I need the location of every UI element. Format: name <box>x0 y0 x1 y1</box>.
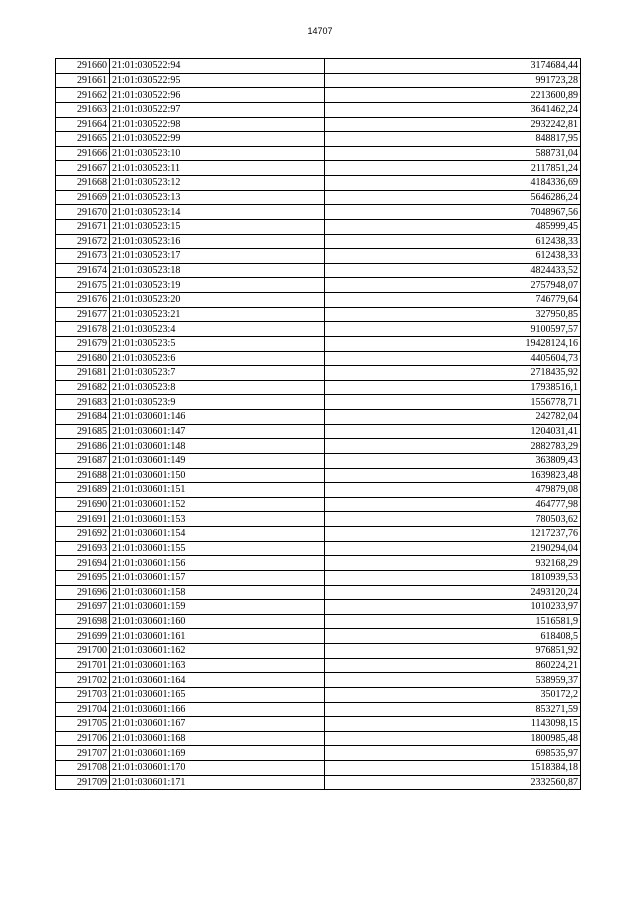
row-number-cell: 291707 <box>56 746 110 761</box>
cadastral-number-cell: 21:01:030601:169 <box>110 746 325 761</box>
cadastral-value-cell: 1800985,48 <box>325 731 581 746</box>
cadastral-value-cell: 485999,45 <box>325 219 581 234</box>
cadastral-number-cell: 21:01:030601:154 <box>110 527 325 542</box>
cadastral-number-cell: 21:01:030523:9 <box>110 395 325 410</box>
cadastral-value-cell: 1217237,76 <box>325 527 581 542</box>
cadastral-value-cell: 242782,04 <box>325 410 581 425</box>
row-number-cell: 291691 <box>56 512 110 527</box>
cadastral-value-cell: 1810939,53 <box>325 570 581 585</box>
table-row <box>56 658 581 673</box>
row-number-cell: 291680 <box>56 351 110 366</box>
cadastral-value-cell: 479879,08 <box>325 483 581 498</box>
row-number-cell: 291687 <box>56 453 110 468</box>
row-number-cell: 291678 <box>56 322 110 337</box>
table-row <box>56 73 581 88</box>
cadastral-value-cell: 698535,97 <box>325 746 581 761</box>
table-row <box>56 205 581 220</box>
row-number-cell: 291703 <box>56 687 110 702</box>
cadastral-number-cell: 21:01:030601:149 <box>110 453 325 468</box>
cadastral-value-cell: 3641462,24 <box>325 102 581 117</box>
cadastral-value-cell: 1518384,18 <box>325 761 581 776</box>
cadastral-value-cell: 612438,33 <box>325 249 581 264</box>
cadastral-number-cell: 21:01:030601:166 <box>110 702 325 717</box>
row-number-cell: 291665 <box>56 132 110 147</box>
table-row <box>56 497 581 512</box>
cadastral-value-cell: 7048967,56 <box>325 205 581 220</box>
cadastral-value-cell: 2190294,04 <box>325 541 581 556</box>
cadastral-number-cell: 21:01:030523:21 <box>110 307 325 322</box>
cadastral-number-cell: 21:01:030522:98 <box>110 117 325 132</box>
row-number-cell: 291672 <box>56 234 110 249</box>
cadastral-value-cell: 17938516,1 <box>325 380 581 395</box>
cadastral-value-cell: 2117851,24 <box>325 161 581 176</box>
row-number-cell: 291671 <box>56 219 110 234</box>
cadastral-number-cell: 21:01:030523:7 <box>110 366 325 381</box>
cadastral-number-cell: 21:01:030601:152 <box>110 497 325 512</box>
row-number-cell: 291674 <box>56 263 110 278</box>
table-row <box>56 102 581 117</box>
row-number-cell: 291664 <box>56 117 110 132</box>
row-number-cell: 291684 <box>56 410 110 425</box>
table-row <box>56 219 581 234</box>
cadastral-value-cell: 538959,37 <box>325 673 581 688</box>
cadastral-value-cell: 363809,43 <box>325 453 581 468</box>
table-row <box>56 614 581 629</box>
row-number-cell: 291701 <box>56 658 110 673</box>
cadastral-number-cell: 21:01:030522:99 <box>110 132 325 147</box>
row-number-cell: 291661 <box>56 73 110 88</box>
table-row <box>56 644 581 659</box>
table-row <box>56 249 581 264</box>
table-row <box>56 366 581 381</box>
cadastral-number-cell: 21:01:030523:15 <box>110 219 325 234</box>
cadastral-number-cell: 21:01:030601:147 <box>110 424 325 439</box>
row-number-cell: 291660 <box>56 59 110 74</box>
row-number-cell: 291681 <box>56 366 110 381</box>
table-row <box>56 629 581 644</box>
table-body <box>56 59 581 790</box>
cadastral-value-cell: 5646286,24 <box>325 190 581 205</box>
row-number-cell: 291694 <box>56 556 110 571</box>
table-row <box>56 512 581 527</box>
row-number-cell: 291699 <box>56 629 110 644</box>
table-row <box>56 673 581 688</box>
cadastral-number-cell: 21:01:030523:14 <box>110 205 325 220</box>
row-number-cell: 291698 <box>56 614 110 629</box>
row-number-cell: 291686 <box>56 439 110 454</box>
cadastral-number-cell: 21:01:030601:168 <box>110 731 325 746</box>
row-number-cell: 291662 <box>56 88 110 103</box>
table-row <box>56 263 581 278</box>
table-row <box>56 541 581 556</box>
table-row <box>56 190 581 205</box>
row-number-cell: 291663 <box>56 102 110 117</box>
table-row <box>56 117 581 132</box>
table-row <box>56 380 581 395</box>
cadastral-number-cell: 21:01:030601:146 <box>110 410 325 425</box>
cadastral-value-cell: 9100597,57 <box>325 322 581 337</box>
cadastral-number-cell: 21:01:030601:171 <box>110 775 325 790</box>
cadastral-value-cell: 2213600,89 <box>325 88 581 103</box>
cadastral-number-cell: 21:01:030601:157 <box>110 570 325 585</box>
cadastral-number-cell: 21:01:030601:148 <box>110 439 325 454</box>
cadastral-number-cell: 21:01:030523:5 <box>110 336 325 351</box>
cadastral-number-cell: 21:01:030523:12 <box>110 176 325 191</box>
table-row <box>56 687 581 702</box>
row-number-cell: 291706 <box>56 731 110 746</box>
cadastral-value-cell: 1516581,9 <box>325 614 581 629</box>
cadastral-value-cell: 2718435,92 <box>325 366 581 381</box>
cadastral-number-cell: 21:01:030523:17 <box>110 249 325 264</box>
table-row <box>56 132 581 147</box>
table-row <box>56 761 581 776</box>
cadastral-number-cell: 21:01:030523:11 <box>110 161 325 176</box>
table-row <box>56 336 581 351</box>
row-number-cell: 291708 <box>56 761 110 776</box>
cadastral-number-cell: 21:01:030523:20 <box>110 293 325 308</box>
cadastral-number-cell: 21:01:030601:159 <box>110 600 325 615</box>
cadastral-number-cell: 21:01:030523:8 <box>110 380 325 395</box>
cadastral-number-cell: 21:01:030523:19 <box>110 278 325 293</box>
table-row <box>56 746 581 761</box>
table-row <box>56 527 581 542</box>
cadastral-number-cell: 21:01:030601:151 <box>110 483 325 498</box>
cadastral-value-cell: 2493120,24 <box>325 585 581 600</box>
cadastral-value-cell: 2332560,87 <box>325 775 581 790</box>
cadastral-number-cell: 21:01:030601:162 <box>110 644 325 659</box>
table-row <box>56 59 581 74</box>
row-number-cell: 291668 <box>56 176 110 191</box>
row-number-cell: 291673 <box>56 249 110 264</box>
row-number-cell: 291689 <box>56 483 110 498</box>
table-row <box>56 717 581 732</box>
row-number-cell: 291695 <box>56 570 110 585</box>
row-number-cell: 291700 <box>56 644 110 659</box>
table-row <box>56 439 581 454</box>
row-number-cell: 291669 <box>56 190 110 205</box>
cadastral-number-cell: 21:01:030522:94 <box>110 59 325 74</box>
cadastral-number-cell: 21:01:030523:4 <box>110 322 325 337</box>
table-row <box>56 585 581 600</box>
cadastral-value-cell: 464777,98 <box>325 497 581 512</box>
cadastral-number-cell: 21:01:030601:150 <box>110 468 325 483</box>
cadastral-number-cell: 21:01:030523:6 <box>110 351 325 366</box>
row-number-cell: 291692 <box>56 527 110 542</box>
table-row <box>56 556 581 571</box>
cadastral-number-cell: 21:01:030601:156 <box>110 556 325 571</box>
table-row <box>56 775 581 790</box>
cadastral-number-cell: 21:01:030522:96 <box>110 88 325 103</box>
cadastral-value-cell: 4824433,52 <box>325 263 581 278</box>
table-row <box>56 88 581 103</box>
row-number-cell: 291702 <box>56 673 110 688</box>
table-row <box>56 570 581 585</box>
table-row <box>56 424 581 439</box>
cadastral-value-cell: 1556778,71 <box>325 395 581 410</box>
cadastral-value-cell: 618408,5 <box>325 629 581 644</box>
cadastral-value-cell: 2932242,81 <box>325 117 581 132</box>
row-number-cell: 291688 <box>56 468 110 483</box>
table-row <box>56 600 581 615</box>
cadastral-number-cell: 21:01:030601:167 <box>110 717 325 732</box>
table-row <box>56 453 581 468</box>
table-row <box>56 483 581 498</box>
row-number-cell: 291704 <box>56 702 110 717</box>
row-number-cell: 291693 <box>56 541 110 556</box>
row-number-cell: 291677 <box>56 307 110 322</box>
cadastral-number-cell: 21:01:030523:13 <box>110 190 325 205</box>
row-number-cell: 291685 <box>56 424 110 439</box>
table-row <box>56 702 581 717</box>
table-row <box>56 176 581 191</box>
cadastral-value-cell: 4184336,69 <box>325 176 581 191</box>
row-number-cell: 291705 <box>56 717 110 732</box>
cadastral-value-cell: 860224,21 <box>325 658 581 673</box>
cadastral-number-cell: 21:01:030522:97 <box>110 102 325 117</box>
cadastral-number-cell: 21:01:030601:165 <box>110 687 325 702</box>
cadastral-number-cell: 21:01:030601:170 <box>110 761 325 776</box>
cadastral-value-cell: 932168,29 <box>325 556 581 571</box>
cadastral-value-cell: 19428124,16 <box>325 336 581 351</box>
cadastral-value-cell: 2882783,29 <box>325 439 581 454</box>
cadastral-value-table <box>55 58 581 790</box>
cadastral-value-cell: 4405604,73 <box>325 351 581 366</box>
row-number-cell: 291670 <box>56 205 110 220</box>
table-row <box>56 146 581 161</box>
cadastral-value-cell: 991723,28 <box>325 73 581 88</box>
row-number-cell: 291683 <box>56 395 110 410</box>
table-row <box>56 395 581 410</box>
row-number-cell: 291676 <box>56 293 110 308</box>
table-row <box>56 468 581 483</box>
cadastral-value-cell: 1010233,97 <box>325 600 581 615</box>
table-row <box>56 322 581 337</box>
table-row <box>56 307 581 322</box>
row-number-cell: 291682 <box>56 380 110 395</box>
cadastral-number-cell: 21:01:030601:161 <box>110 629 325 644</box>
cadastral-value-cell: 848817,95 <box>325 132 581 147</box>
row-number-cell: 291679 <box>56 336 110 351</box>
cadastral-value-cell: 1143098,15 <box>325 717 581 732</box>
cadastral-number-cell: 21:01:030523:16 <box>110 234 325 249</box>
cadastral-number-cell: 21:01:030601:160 <box>110 614 325 629</box>
cadastral-value-cell: 1204031,41 <box>325 424 581 439</box>
table-row <box>56 278 581 293</box>
cadastral-number-cell: 21:01:030522:95 <box>110 73 325 88</box>
cadastral-value-cell: 976851,92 <box>325 644 581 659</box>
cadastral-number-cell: 21:01:030523:18 <box>110 263 325 278</box>
cadastral-value-cell: 327950,85 <box>325 307 581 322</box>
table-row <box>56 351 581 366</box>
row-number-cell: 291709 <box>56 775 110 790</box>
page-number: 14707 <box>307 26 333 36</box>
cadastral-value-cell: 780503,62 <box>325 512 581 527</box>
row-number-cell: 291675 <box>56 278 110 293</box>
cadastral-number-cell: 21:01:030601:164 <box>110 673 325 688</box>
cadastral-value-cell: 746779,64 <box>325 293 581 308</box>
cadastral-number-cell: 21:01:030601:158 <box>110 585 325 600</box>
cadastral-value-cell: 588731,04 <box>325 146 581 161</box>
cadastral-number-cell: 21:01:030523:10 <box>110 146 325 161</box>
cadastral-value-cell: 2757948,07 <box>325 278 581 293</box>
cadastral-value-cell: 612438,33 <box>325 234 581 249</box>
cadastral-value-cell: 3174684,44 <box>325 59 581 74</box>
row-number-cell: 291697 <box>56 600 110 615</box>
cadastral-value-cell: 350172,2 <box>325 687 581 702</box>
cadastral-number-cell: 21:01:030601:155 <box>110 541 325 556</box>
row-number-cell: 291667 <box>56 161 110 176</box>
row-number-cell: 291666 <box>56 146 110 161</box>
cadastral-number-cell: 21:01:030601:153 <box>110 512 325 527</box>
table-row <box>56 293 581 308</box>
table-row <box>56 234 581 249</box>
table-row <box>56 410 581 425</box>
table-row <box>56 731 581 746</box>
table-row <box>56 161 581 176</box>
row-number-cell: 291690 <box>56 497 110 512</box>
row-number-cell: 291696 <box>56 585 110 600</box>
cadastral-value-cell: 1639823,48 <box>325 468 581 483</box>
cadastral-number-cell: 21:01:030601:163 <box>110 658 325 673</box>
cadastral-value-cell: 853271,59 <box>325 702 581 717</box>
